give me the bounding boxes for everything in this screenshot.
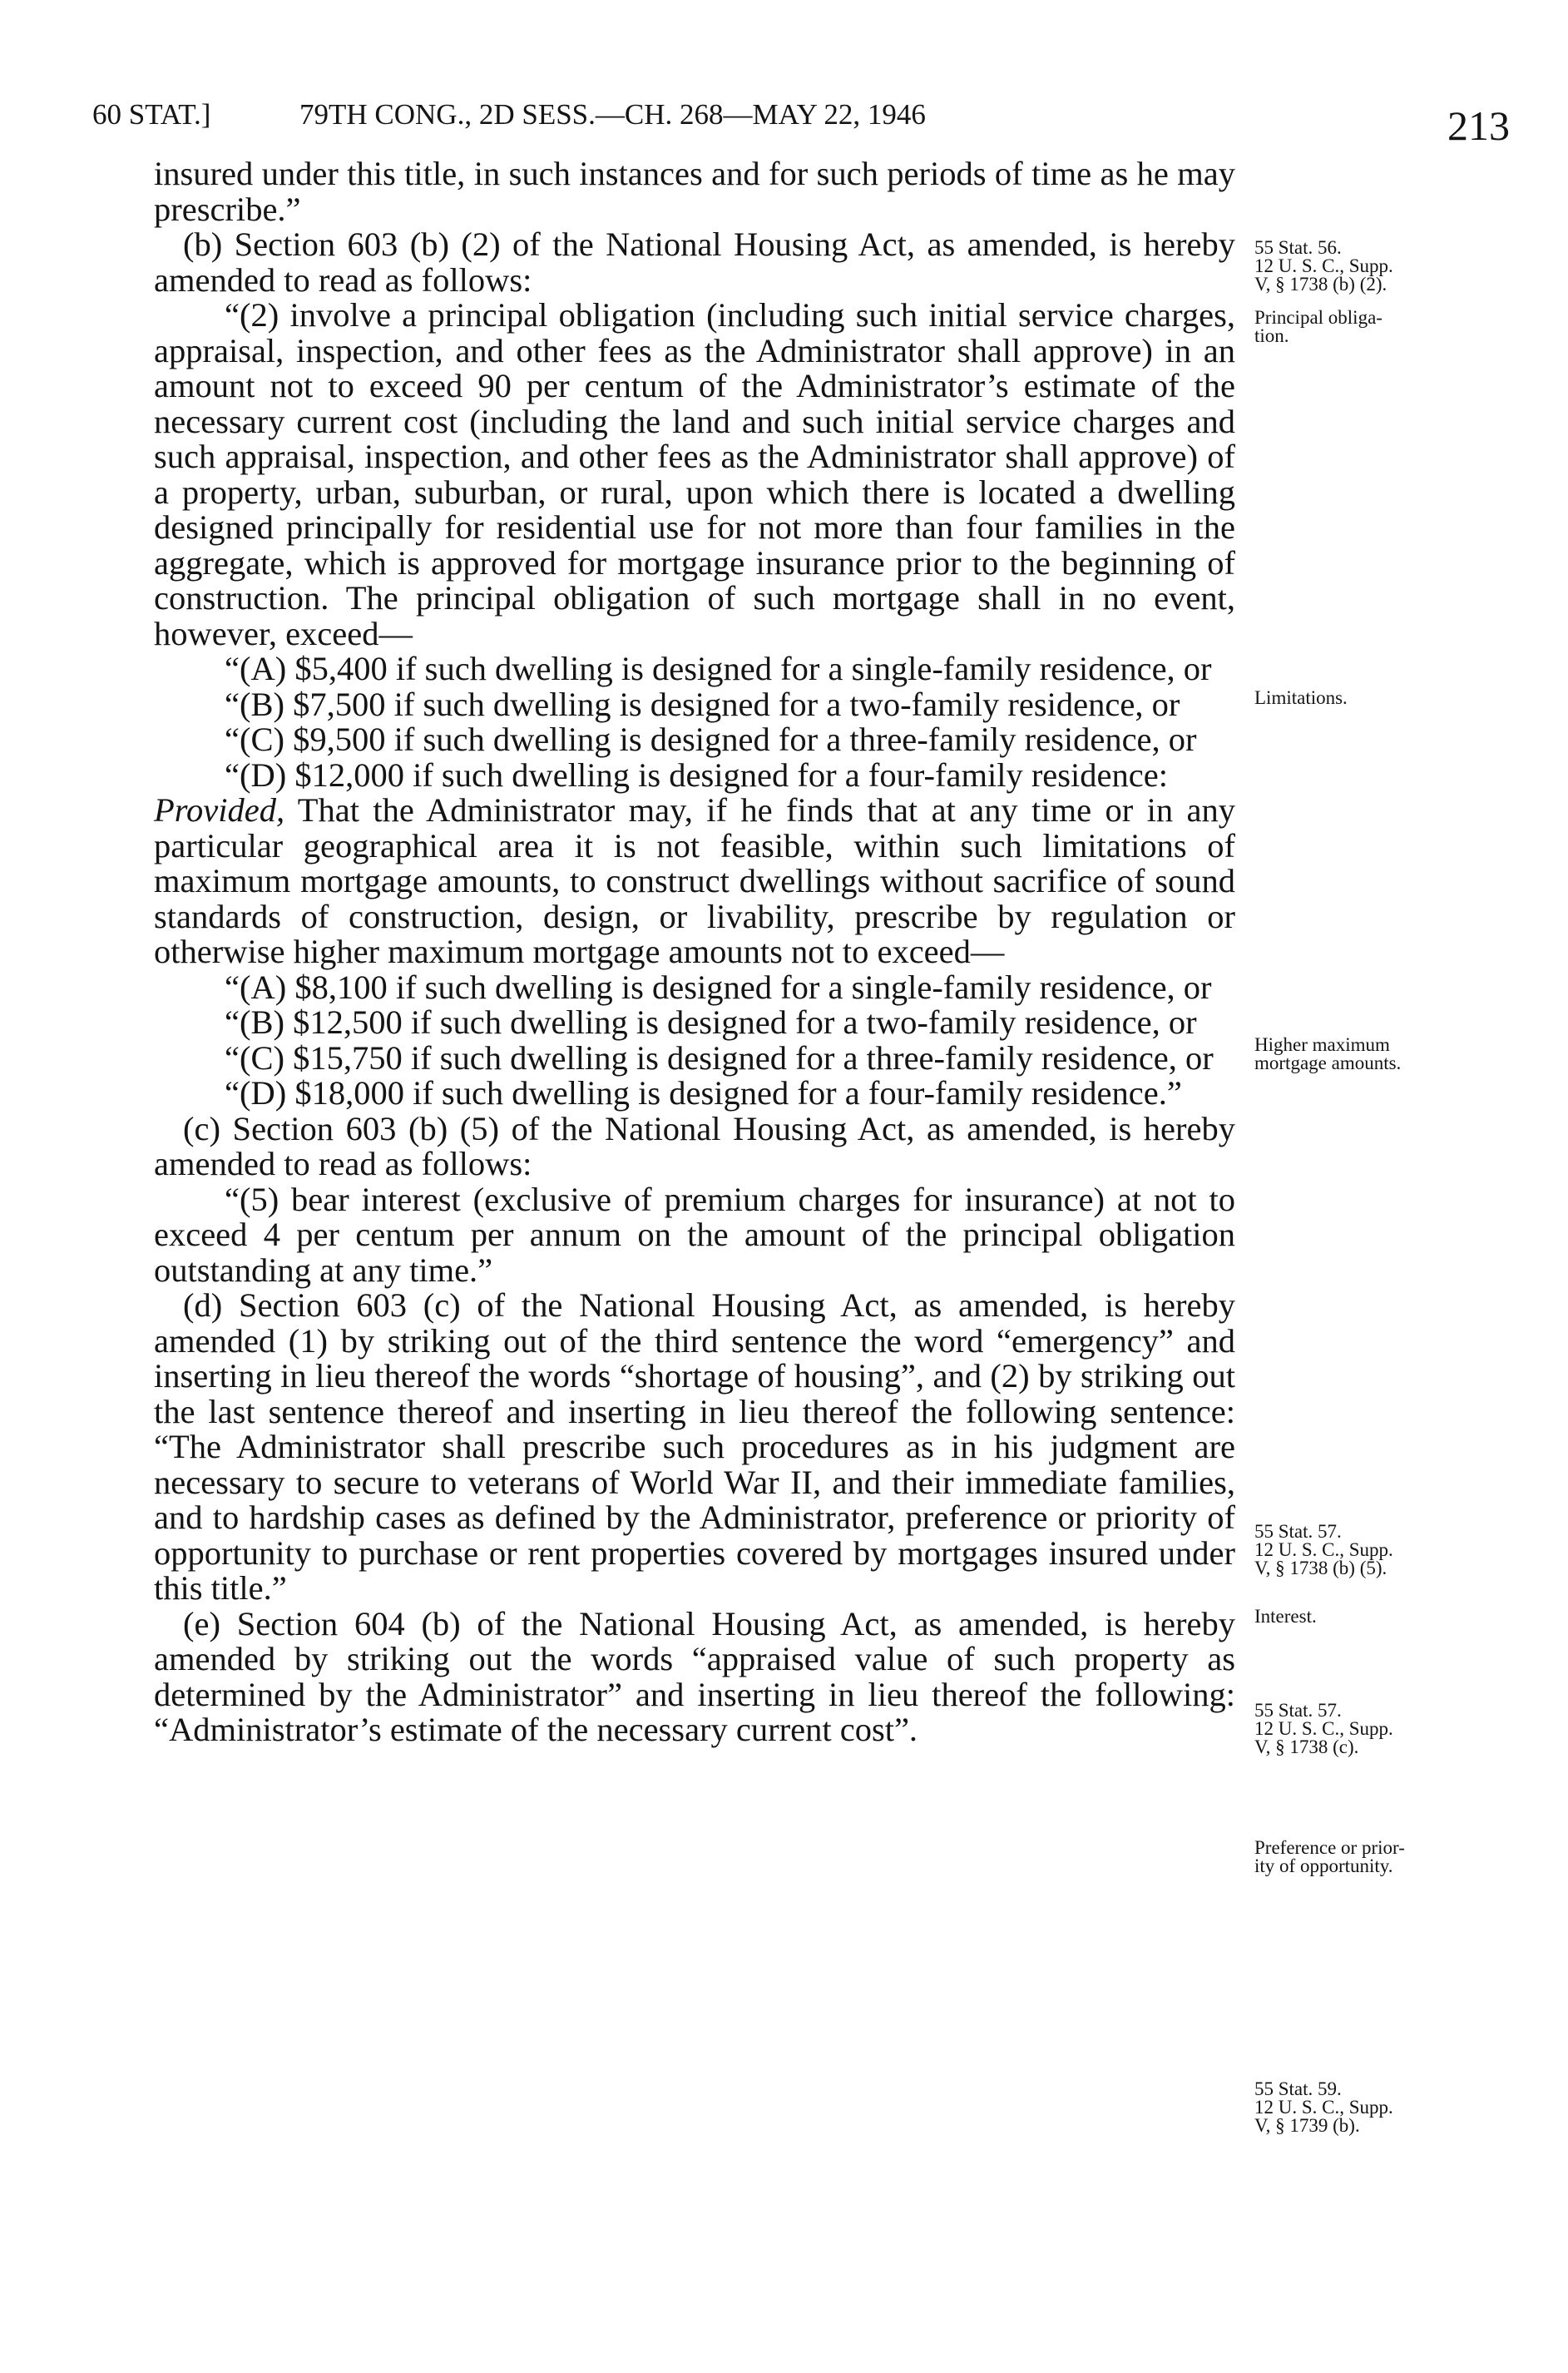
clause-c-15750: “(C) $15,750 if such dwelling is designed for a three-family residence, or (225, 1038, 1214, 1077)
paragraph-b-2: “(2) involve a principal obligation (including such initial service charges, appraisal, inspection, and other fees as the Administrator shall approve) in an amount not to exceed 90 per centum of the Administrator’s estimate of the necessary current cost (including the land and such initial service charges and such appraisal, inspection, and other fees as the Administrator shall approve) of a property, urban, suburban, or rural, upon which there is located a dwelling designed principally for residential use for not more than four families in the aggregate, which is approved for mortgage insurance prior to the beginning of construction. The principal obligation of such mortgage shall in no event, however, exceed— (154, 296, 1235, 652)
paragraph-d: (d) Section 603 (c) of the National Housing Act, as amended, is hereby amended (1) by striking out of the third sentence the word “emergency” and inserting in lieu thereof the words “shortage of housing”, and (2) by striking out the last sentence thereof and inserting in lieu thereof the following sentence: “The Administrator shall prescribe such procedures as in his judgment are necessary to secure to veterans of World War II, and their immediate families, and to hardship cases as defined by the Administrator, preference or priority of opportunity to purchase or rent properties covered by mortgages insured under this title.” (154, 1286, 1235, 1607)
margin-note-preference: Preference or prior- ity of opportunity. (1254, 1837, 1405, 1876)
proviso-paragraph (154, 793, 1235, 970)
paragraph-c: (c) Section 603 (b) (5) of the National Housing Act, as amended, is hereby amended to read as follows: (154, 1109, 1235, 1182)
header-congress-session: 79TH CONG., 2D SESS.—CH. 268—MAY 22, 1946 (299, 98, 926, 131)
margin-note-higher-maximum: Higher maximum mortgage amounts. (1254, 1034, 1402, 1073)
clause-d-18000: “(D) $18,000 if such dwelling is designed for a four-family residence.” (225, 1074, 1182, 1112)
clause-a-8100: “(A) $8,100 if such dwelling is designed for a single-family residence, or (225, 968, 1212, 1006)
proviso-text: That the Administrator may, if he finds that at any time or in any particular geographical area it is not feasible, within such limitations of maximum mortgage amounts, to construct dwellings without sacrifice of sound standards of construction, design, or livability, prescribe by regulation or otherwise higher maximum mortgage amounts not to exceed— (154, 791, 1235, 970)
statute-body (154, 156, 1235, 1748)
clause-a-5400: “(A) $5,400 if such dwelling is designed for a single-family residence, or (225, 650, 1212, 687)
paragraph-e: (e) Section 604 (b) of the National Housing Act, as amended, is hereby amended by striking out the words “appraised value of such property as determined by the Administrator” and inserting in lieu thereof the following: “Administrator’s estimate of the necessary current cost”. (154, 1604, 1235, 1748)
margin-note-citation-55-stat-56: 55 Stat. 56. 12 U. S. C., Supp. V, § 1738 (b) (2). (1254, 237, 1393, 295)
margin-note-limitations: Limitations. (1254, 687, 1348, 708)
clause-b-12500: “(B) $12,500 if such dwelling is designed for a two-family residence, or (225, 1003, 1197, 1041)
margin-note-interest: Interest. (1254, 1606, 1317, 1627)
paragraph-c-5: “(5) bear interest (exclusive of premium charges for insurance) at not to exceed 4 per centum per annum on the amount of the principal obligation outstanding at any time.” (154, 1180, 1235, 1289)
margin-note-citation-1739-b: 55 Stat. 59. 12 U. S. C., Supp. V, § 1739 (b). (1254, 2078, 1393, 2136)
header-stat-reference: 60 STAT.] (92, 98, 211, 131)
margin-note-citation-1738-b-5: 55 Stat. 57. 12 U. S. C., Supp. V, § 1738 (b) (5). (1254, 1521, 1393, 1578)
margin-note-citation-1738-c: 55 Stat. 57. 12 U. S. C., Supp. V, § 1738 (c). (1254, 1700, 1393, 1757)
clause-d-12000: “(D) $12,000 if such dwelling is designed for a four-family residence: (225, 755, 1168, 794)
paragraph-continuation: insured under this title, in such instances and for such periods of time as he may prescribe.” (154, 155, 1235, 228)
clause-b-7500: “(B) $7,500 if such dwelling is designed for a two-family residence, or (225, 685, 1180, 723)
paragraph-b: (b) Section 603 (b) (2) of the National Housing Act, as amended, is hereby amended to read as follows: (154, 225, 1235, 299)
proviso-keyword: Provided, (154, 791, 285, 829)
page-number: 213 (1447, 102, 1510, 149)
clause-c-9500: “(C) $9,500 if such dwelling is designed for a three-family residence, or (225, 721, 1197, 758)
margin-note-principal-obligation: Principal obliga- tion. (1254, 307, 1383, 346)
